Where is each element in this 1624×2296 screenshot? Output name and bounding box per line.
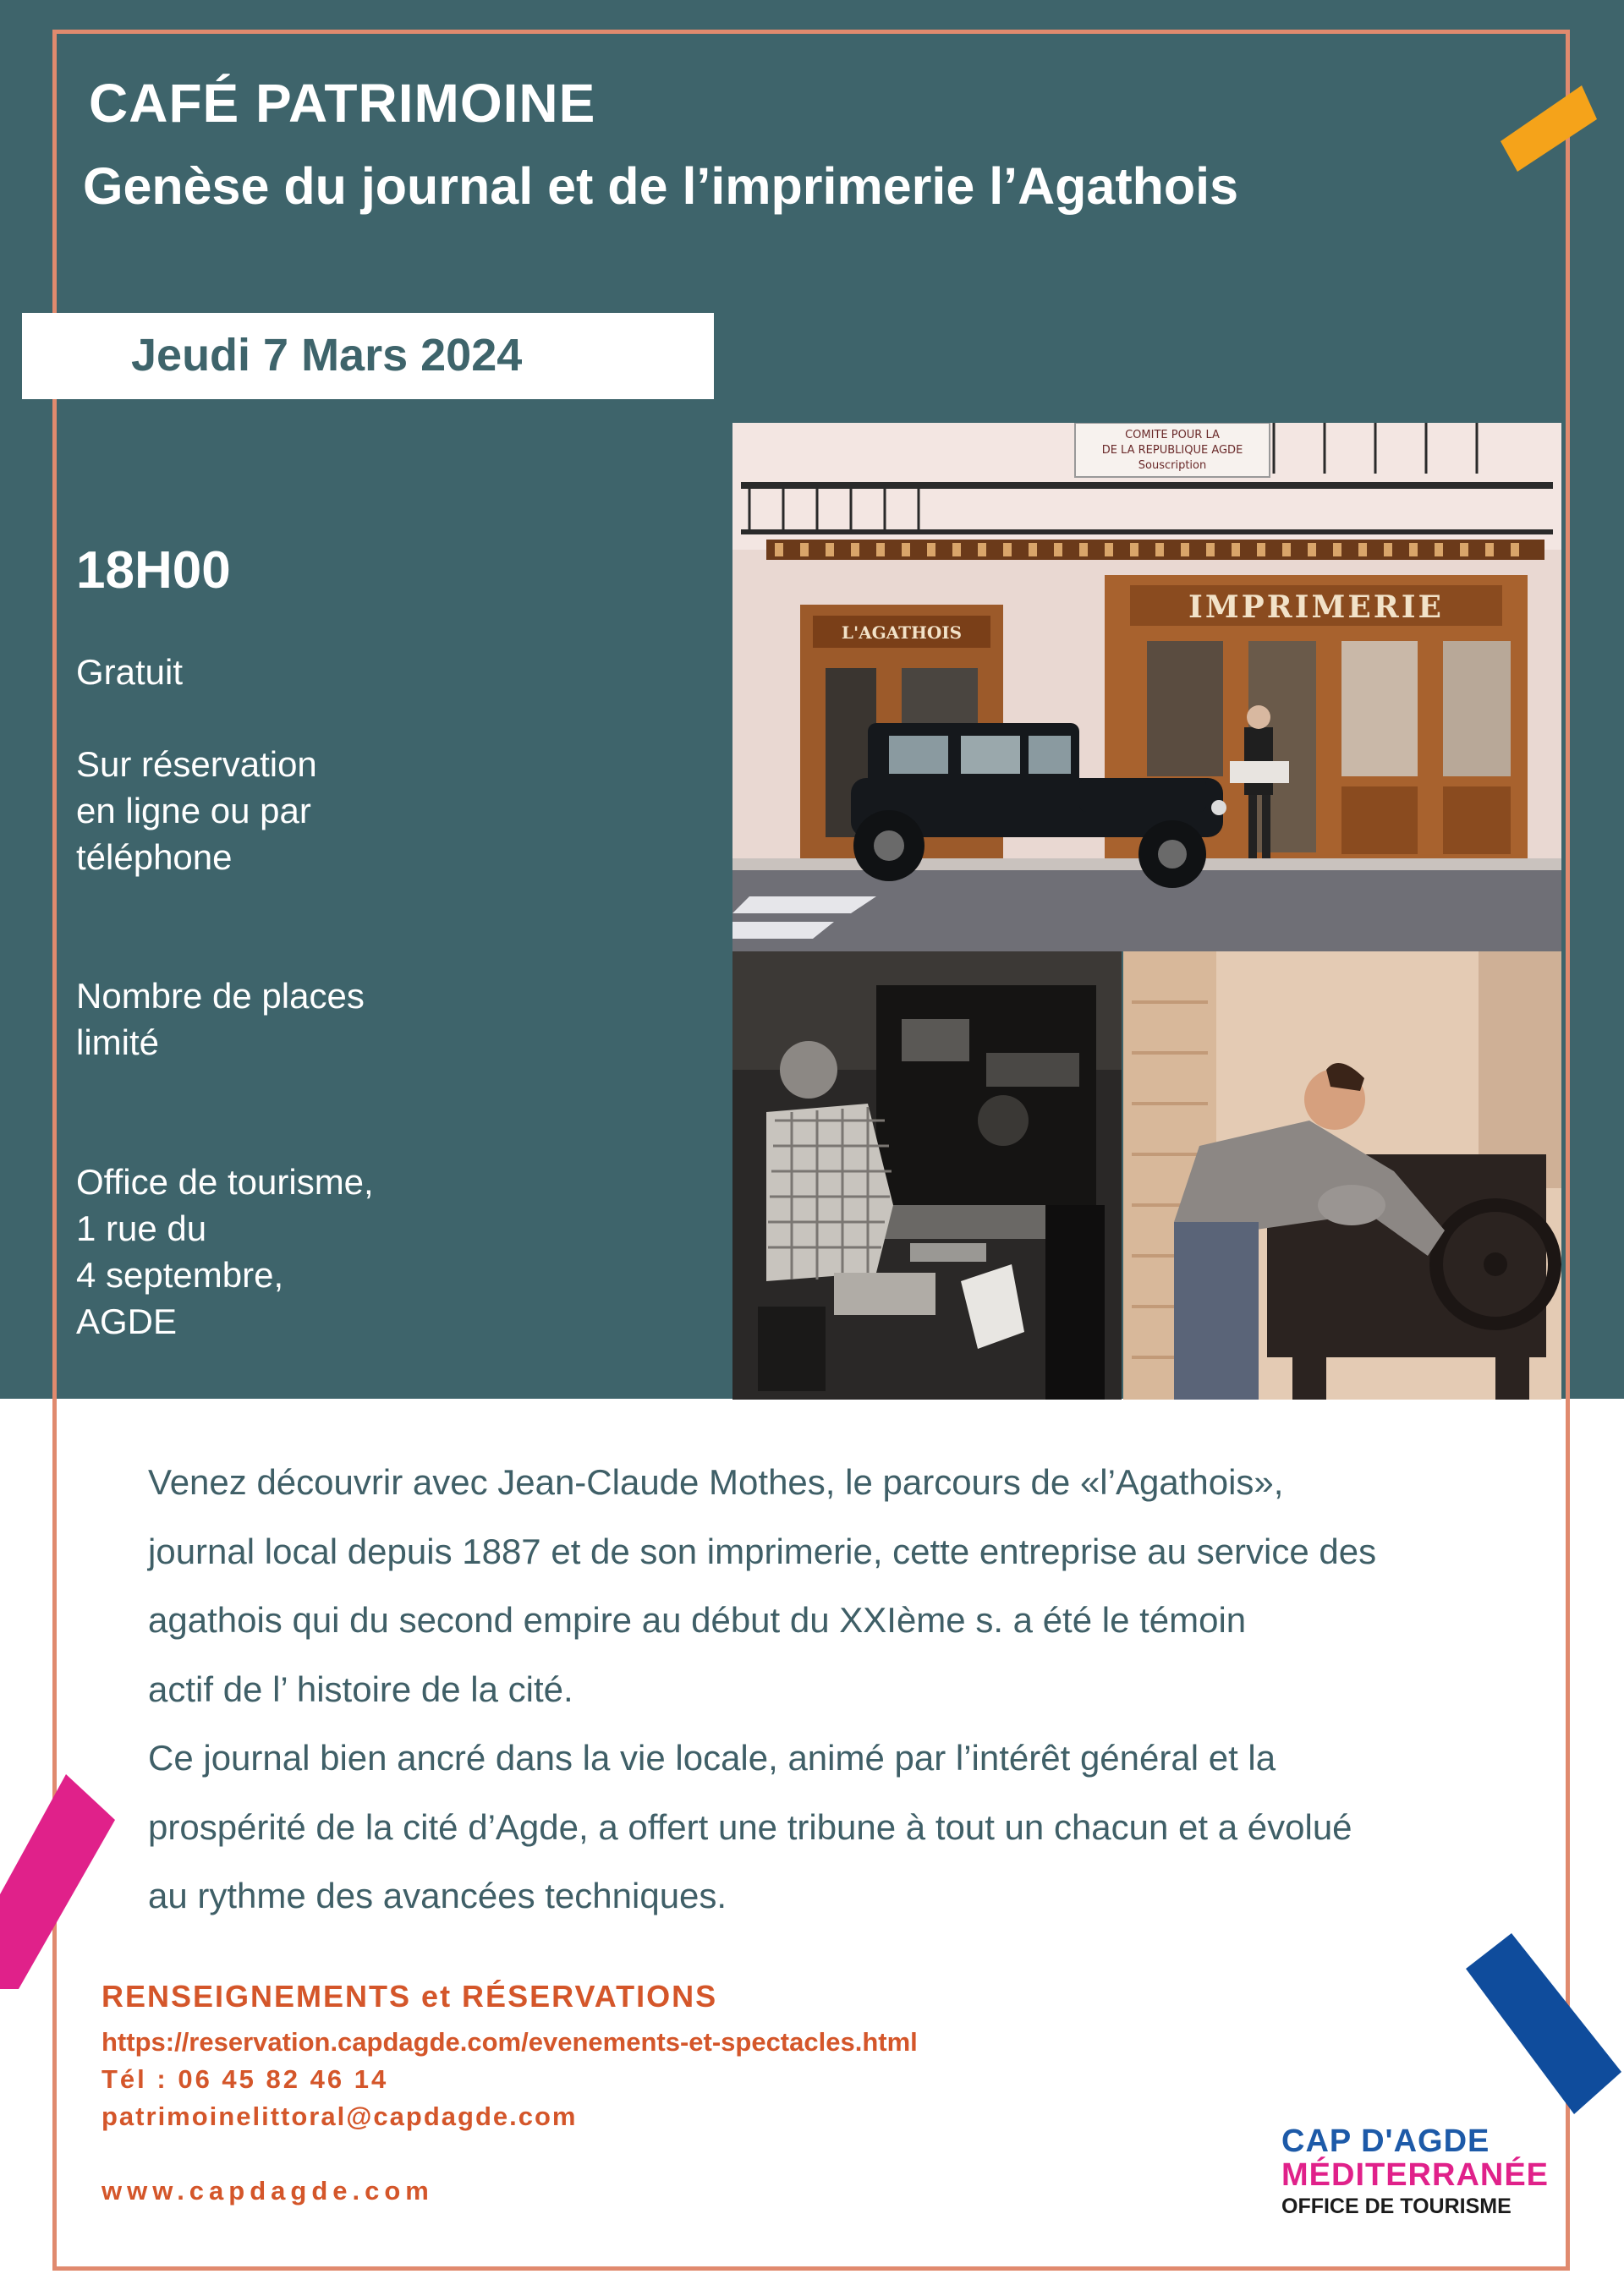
address-line: Office de tourisme,: [76, 1162, 374, 1202]
address-line: 4 septembre,: [76, 1255, 284, 1295]
contact-phone[interactable]: Tél : 06 45 82 46 14: [102, 2064, 389, 2094]
event-description: [148, 1448, 1535, 1931]
description-line: actif de l’ histoire de la cité.: [148, 1669, 573, 1709]
contact-email-link[interactable]: patrimoinelittoral@capdagde.com: [102, 2101, 578, 2131]
banner-line: Souscription: [1138, 459, 1207, 472]
description-line: journal local depuis 1887 et de son imprimerie, cette entreprise au service des: [148, 1531, 1377, 1571]
press-worker-photo: [1123, 951, 1561, 1400]
address-info: [76, 1159, 374, 1345]
imprimerie-sign: IMPRIMERIE: [1188, 589, 1445, 625]
description-line: Venez découvrir avec Jean-Claude Mothes, le parcours de «l’Agathois»,: [148, 1462, 1284, 1502]
event-time: 18H00: [76, 541, 231, 600]
blue-deco-bar: [1459, 1928, 1624, 2118]
description-line: au rythme des avancées techniques.: [148, 1876, 727, 1915]
address-line: AGDE: [76, 1301, 178, 1341]
description-line: agathois qui du second empire au début du XXIème s. a été le témoin: [148, 1600, 1247, 1640]
reservation-info: [76, 741, 317, 880]
places-line: Nombre de places: [76, 976, 365, 1016]
reservation-line: téléphone: [76, 837, 233, 877]
event-title: CAFÉ PATRIMOINE: [89, 73, 596, 134]
store-name-sign: L'AGATHOIS: [841, 622, 963, 643]
places-line: limité: [76, 1022, 160, 1062]
description-line: Ce journal bien ancré dans la vie locale, animé par l’intérêt général et la: [148, 1738, 1276, 1778]
magenta-deco-bar: [0, 1767, 118, 1996]
event-date: Jeudi 7 Mars 2024: [131, 330, 523, 381]
reservation-link[interactable]: https://reservation.capdagde.com/evenements-et-spectacles.html: [102, 2027, 918, 2057]
linotype-photo: [732, 951, 1122, 1400]
logo-line-2: MÉDITERRANÉE: [1281, 2157, 1550, 2193]
logo-line-1: CAP D'AGDE: [1281, 2123, 1490, 2159]
orange-deco-bar: [1497, 80, 1599, 182]
event-subtitle: Genèse du journal et de l’imprimerie l’Agathois: [83, 157, 1239, 215]
contact-title: RENSEIGNEMENTS et RÉSERVATIONS: [102, 1979, 718, 2014]
banner-line: DE LA REPUBLIQUE AGDE: [1101, 444, 1243, 457]
description-line: prospérité de la cité d’Agde, a offert une tribune à tout un chacun et a évolué: [148, 1806, 1352, 1847]
banner-line: COMITE POUR LA: [1125, 429, 1220, 441]
website-link[interactable]: www.capdagde.com: [102, 2176, 434, 2206]
reservation-line: Sur réservation: [76, 744, 317, 784]
storefront-photo: [732, 423, 1561, 951]
logo-line-3: OFFICE DE TOURISME: [1281, 2195, 1512, 2218]
tourism-office-logo: [1281, 2124, 1561, 2221]
event-price: Gratuit: [76, 652, 184, 692]
address-line: 1 rue du: [76, 1208, 207, 1248]
reservation-line: en ligne ou par: [76, 791, 311, 830]
places-info: [76, 973, 365, 1066]
